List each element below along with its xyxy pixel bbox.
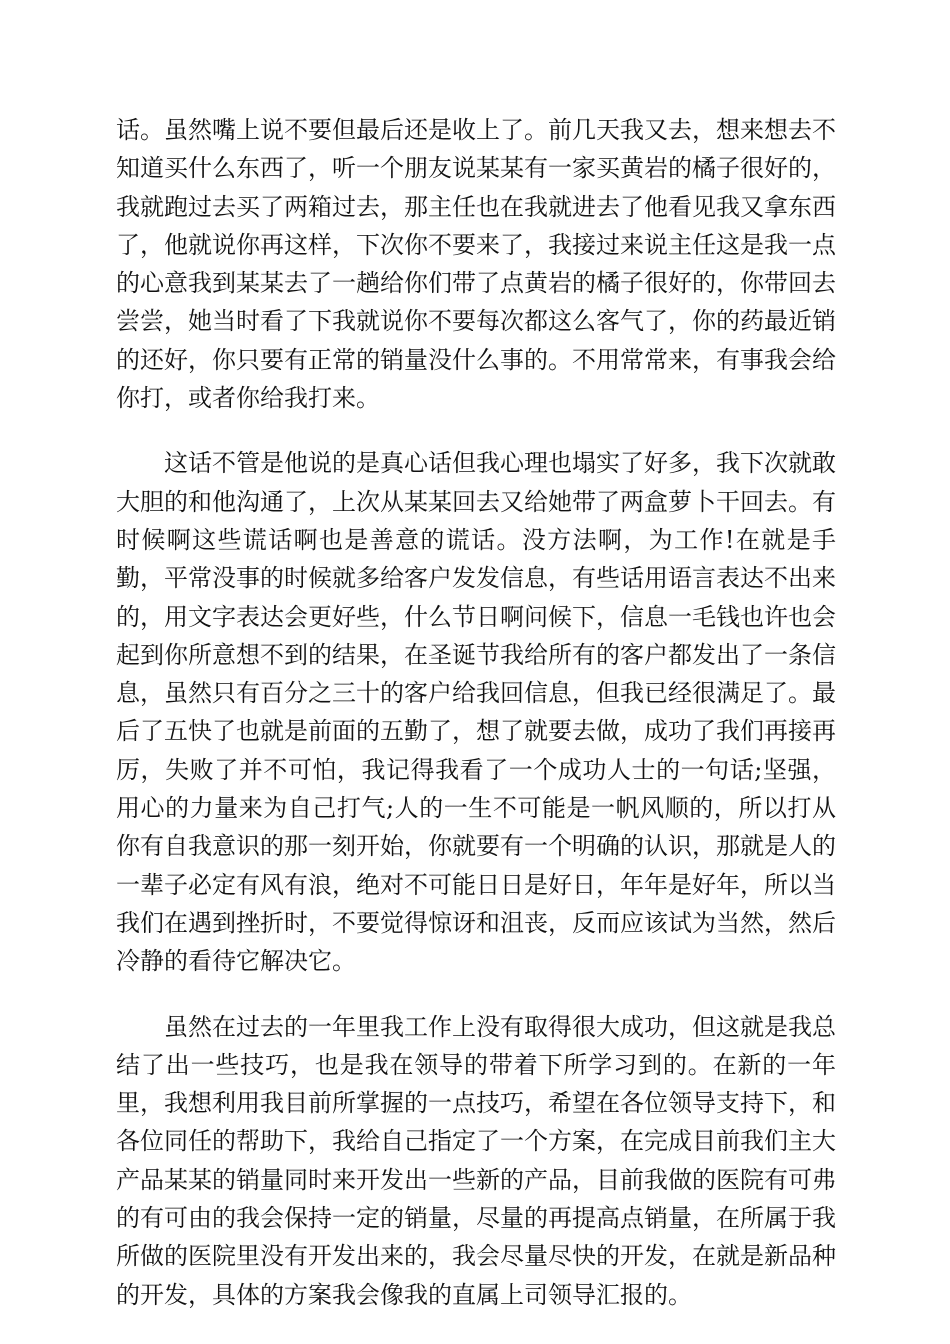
paragraph-new-year-plan: 虽然在过去的一年里我工作上没有取得很大成功，但这就是我总结了出一些技巧，也是我在领导的带着下所学习到的。在新的一年里，我想利用我目前所掌握的一点技巧，希望在各位领导支持下，和各位同任的帮助下，我给自己指定了一个方案，在完成目前我们主大产品某某的销量同时来开发出一些新的产品，目前我做的医院有可弗的有可由的我会保持一定的销量，尽量的再提高点销量，在所属于我所做的医院里没有开发出来的，我会尽量尽快的开发，在就是新品种的开发，具体的方案我会像我的直属上司领导汇报的。 [116, 1012, 836, 1309]
document-body [116, 111, 836, 1314]
paragraph-continuation: 话。虽然嘴上说不要但最后还是收上了。前几天我又去，想来想去不知道买什么东西了，听一个朋友说某某有一家买黄岩的橘子很好的，我就跑过去买了两箱过去，那主任也在我就进去了他看见我又拿东西了，他就说你再这样，下次你不要来了，我接过来说主任这是我一点的心意我到某某去了一趟给你们带了点黄岩的橘子很好的，你带回去尝尝，她当时看了下我就说你不要每次都这么客气了，你的药最近销的还好，你只要有正常的销量没什么事的。不用常常来，有事我会给你打，或者你给我打来。 [116, 116, 836, 413]
paragraph-sincere-words: 这话不管是他说的是真心话但我心理也塌实了好多，我下次就敢大胆的和他沟通了，上次从某某回去又给她带了两盒萝卜干回去。有时候啊这些谎话啊也是善意的谎话。没方法啊，为工作!在就是手勤，平常没事的时候就多给客户发发信息，有些话用语言表达不出来的，用文字表达会更好些，什么节日啊问候下，信息一毛钱也许也会起到你所意想不到的结果，在圣诞节我给所有的客户都发出了一条信息，虽然只有百分之三十的客户给我回信息，但我已经很满足了。最后了五快了也就是前面的五勤了，想了就要去做，成功了我们再接再厉，失败了并不可怕，我记得我看了一个成功人士的一句话;坚强，用心的力量来为自己打气;人的一生不可能是一帆风顺的，所以打从你有自我意识的那一刻开始，你就要有一个明确的认识，那就是人的一辈子必定有风有浪，绝对不可能日日是好日，年年是好年，所以当我们在遇到挫折时，不要觉得惊讶和沮丧，反而应该试为当然，然后冷静的看待它解决它。 [116, 449, 836, 976]
